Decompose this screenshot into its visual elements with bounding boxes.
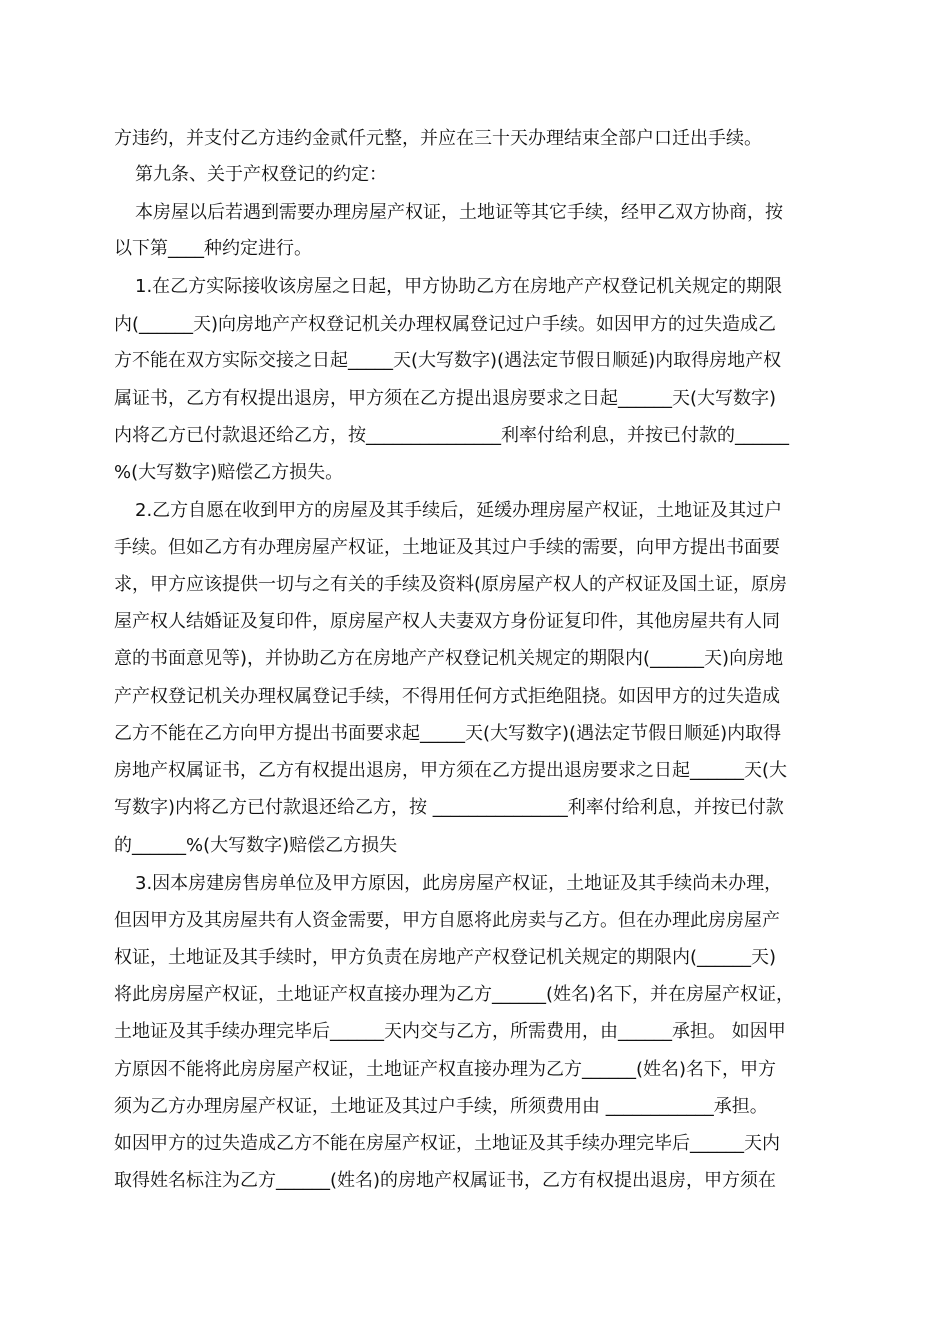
text-line: 如因甲方的过失造成乙方不能在房屋产权证，土地证及其手续办理完毕后______天内 [114, 1133, 780, 1154]
text-line: 手续。但如乙方有办理房屋产权证，土地证及其过户手续的需要，向甲方提出书面要 [114, 537, 780, 558]
text-line: 房地产权属证书，乙方有权提出退房，甲方须在乙方提出退房要求之日起______天(大 [114, 760, 788, 781]
section-heading: 第九条、关于产权登记的约定： [135, 164, 387, 185]
text-line: 但因甲方及其房屋共有人资金需要，甲方自愿将此房卖与乙方。但在办理此房房屋产 [114, 910, 780, 931]
text-line: 将此房房屋产权证，土地证产权直接办理为乙方______(姓名)名下，并在房屋产权证， [114, 984, 795, 1005]
text-line: 产产权登记机关办理权属登记手续，不得用任何方式拒绝阻挠。如因甲方的过失造成 [114, 686, 780, 707]
text-line: 3.因本房建房售房单位及甲方原因，此房房屋产权证，土地证及其手续尚未办理， [135, 873, 783, 894]
text-line: 权证，土地证及其手续时，甲方负责在房地产产权登记机关规定的期限内(______天) [114, 947, 777, 968]
text-line: 以下第____种约定进行。 [114, 238, 312, 259]
text-line: 写数字)内将乙方已付款退还给乙方，按 _______________利率付给利息，并按已付款 [114, 797, 784, 818]
text-line: 属证书，乙方有权提出退房，甲方须在乙方提出退房要求之日起______天(大写数字) [114, 388, 777, 409]
text-line: 的______%(大写数字)赔偿乙方损失 [114, 835, 398, 856]
text-line: 土地证及其手续办理完毕后______天内交与乙方，所需费用，由______承担。 如因甲 [114, 1021, 786, 1042]
text-line: 取得姓名标注为乙方______(姓名)的房地产权属证书，乙方有权提出退房，甲方须在 [114, 1170, 777, 1191]
text-line: 屋产权人结婚证及复印件，原房屋产权人夫妻双方身份证复印件，其他房屋共有人同 [114, 611, 780, 632]
text-line: 本房屋以后若遇到需要办理房屋产权证，土地证等其它手续，经甲乙双方协商，按 [135, 202, 783, 223]
text-line: 2.乙方自愿在收到甲方的房屋及其手续后，延缓办理房屋产权证，土地证及其过户 [135, 500, 783, 521]
text-line: 求，甲方应该提供一切与之有关的手续及资料(原房屋产权人的产权证及国土证，原房 [114, 574, 788, 595]
text-line: 1.在乙方实际接收该房屋之日起，甲方协助乙方在房地产产权登记机关规定的期限 [135, 276, 783, 297]
text-line: 方不能在双方实际交接之日起_____天(大写数字)(遇法定节假日顺延)内取得房地产权 [114, 350, 782, 371]
text-line: 内(______天)向房地产产权登记机关办理权属登记过户手续。如因甲方的过失造成乙 [114, 314, 777, 335]
text-line: 意的书面意见等)，并协助乙方在房地产产权登记机关规定的期限内(______天)向房地 [114, 648, 784, 669]
text-line: 方违约，并支付乙方违约金贰仟元整，并应在三十天办理结束全部户口迁出手续。 [114, 128, 762, 149]
text-line: 内将乙方已付款退还给乙方，按_______________利率付给利息，并按已付款的______ [114, 425, 789, 446]
text-line: %(大写数字)赔偿乙方损失。 [114, 462, 344, 483]
text-line: 乙方不能在乙方向甲方提出书面要求起_____天(大写数字)(遇法定节假日顺延)内取得 [114, 723, 782, 744]
text-line: 须为乙方办理房屋产权证，土地证及其过户手续，所须费用由 ____________承担。 [114, 1096, 768, 1117]
text-line: 方原因不能将此房房屋产权证，土地证产权直接办理为乙方______(姓名)名下，甲方 [114, 1059, 777, 1080]
